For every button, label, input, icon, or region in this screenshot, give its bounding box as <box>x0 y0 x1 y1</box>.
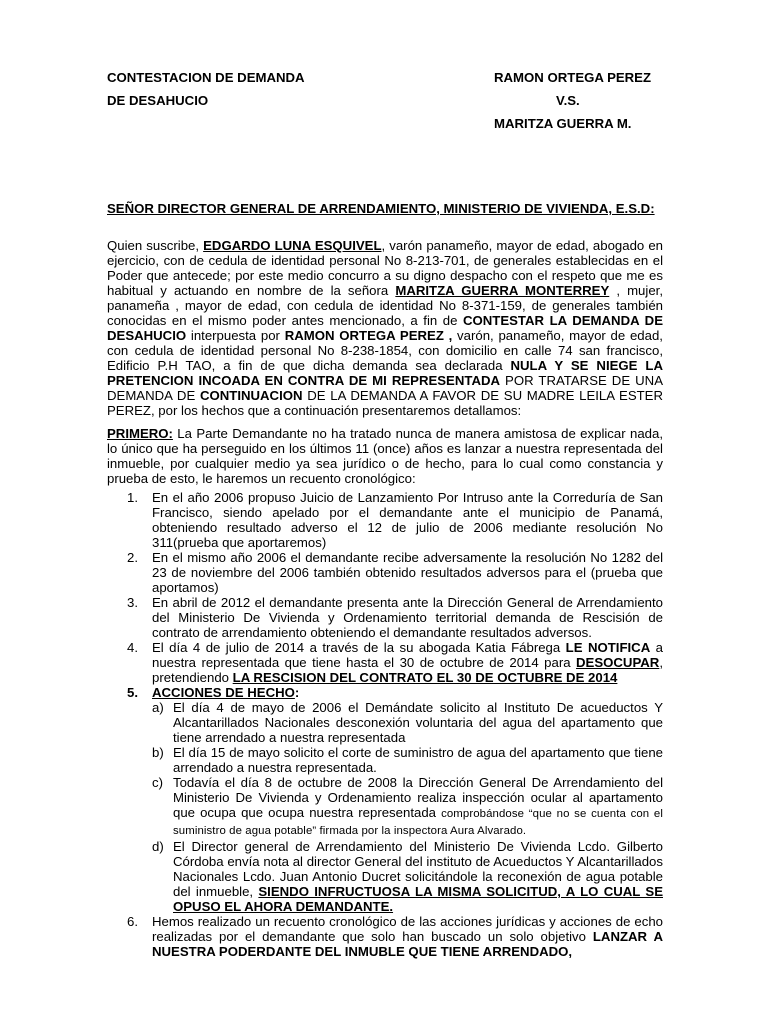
list-item-colon: : <box>294 685 300 700</box>
list-item-text: Hemos realizado un recuento cronológico de las acciones jurídicas y acciones de echo realizadas por el demandante que solo han buscado un solo objetivo <box>152 914 663 944</box>
list-number: 4. <box>127 640 138 655</box>
intro-text: , varón panameño, mayor de edad, abogado en ejercicio, con de cedula de identidad personal No 8-213-701, de generales establecidas en el Poder que antecede; por este medio concurro a su digno despacho con el respeto que me es habitual y actuando en nombre de la señora <box>107 238 664 298</box>
intro-text: Quien suscribe, <box>107 238 204 253</box>
list-number: 5. <box>127 685 138 700</box>
sub-list-letter: c) <box>152 775 163 790</box>
sub-list-item <box>107 839 663 914</box>
intro-text: POR TRATARSE DE UNA DEMANDA DE <box>107 373 663 403</box>
plaintiff-name: RAMON ORTEGA PEREZ , <box>284 328 453 343</box>
list-item <box>107 595 663 640</box>
header-defendant: MARITZA GUERRA M. <box>494 116 632 131</box>
sub-list-text: El día 4 de mayo de 2006 el Demándate solicito al Instituto De acueductos Y Alcantarillados Nacionales desconexión voluntaria del agua del apartamento que tiene arrendado a nuestra representada <box>173 700 663 745</box>
intro-bold: CONTESTAR LA DEMANDA DE DESAHUCIO <box>107 313 663 343</box>
list-item <box>107 550 663 595</box>
intro-bold: NULA Y SE NIEGE LA PRETENCION INCOADA EN CONTRA DE MI REPRESENTADA <box>107 358 663 388</box>
list-item-text: , pretendiendo <box>152 655 663 685</box>
primero-label: PRIMERO: <box>107 426 173 441</box>
primero-text: La Parte Demandante no ha tratado nunca de manera amistosa de explicar nada, lo único que ha perseguido en los últimos 11 (once) años es lanzar a nuestra representada del inmueble, por cualquier medio ya sea jurídico o de hecho, para lo cual como constancia y prueba de esto, le haremos un recuento cronológico: <box>107 426 663 486</box>
list-item-text: El día 4 de julio de 2014 a través de la su abogada Katia Fábrega <box>152 640 566 655</box>
intro-bold: CONTINUACION <box>199 388 303 403</box>
intro-text: DE LA DEMANDA A FAVOR DE SU MADRE LEILA ESTER PEREZ, por los hechos que a continuación presentaremos detallamos: <box>107 388 663 418</box>
list-item-text: En abril de 2012 el demandante presenta ante la Dirección General de Arrendamiento del Ministerio De Vivienda y Ordenamiento territorial demanda de Rescisión de contrato de arrendamiento obteniendo el demandante resultados adversos. <box>152 595 663 640</box>
list-item-heading: ACCIONES DE HECHO <box>152 685 295 700</box>
list-item-text: En el mismo año 2006 el demandante recibe adversamente la resolución No 1282 del 23 de noviembre del 2006 también obtenido resultados adversos para el (prueba que aportamos) <box>152 550 663 595</box>
list-item-bold: LA RESCISION DEL CONTRATO EL 30 DE OCTUBRE DE 2014 <box>232 670 618 685</box>
list-number: 3. <box>127 595 138 610</box>
list-item-bold: DESOCUPAR <box>576 655 660 670</box>
list-number: 1. <box>127 490 138 505</box>
header-case-type-line2: DE DESAHUCIO <box>107 93 209 108</box>
list-item-text: a nuestra representada que tiene hasta el 30 de octubre de 2014 para <box>152 640 664 670</box>
sub-list-item <box>107 775 663 839</box>
list-number: 2. <box>127 550 138 565</box>
sub-list-letter: b) <box>152 745 164 760</box>
sub-list-item <box>107 700 663 745</box>
list-item <box>107 685 663 700</box>
list-item-bold: LANZAR A NUESTRA PODERDANTE DEL INMUBLE QUE TIENE ARRENDADO, <box>152 929 663 959</box>
list-number: 6. <box>127 914 138 929</box>
client-name: MARITZA GUERRA MONTERREY <box>395 283 610 298</box>
document-title: SEÑOR DIRECTOR GENERAL DE ARRENDAMIENTO, MINISTERIO DE VIVIENDA, E.S.D: <box>107 201 655 216</box>
sub-list-text: El Director general de Arrendamiento del Ministerio De Vivienda Lcdo. Gilberto Córdoba envía nota al director General del instituto de Acueductos Y Alcantarillados Nacionales Lcdo. Juan Antonio Ducret solicitándole la reconexión de agua potable del inmueble, <box>173 839 663 899</box>
header-versus: V.S. <box>556 93 580 108</box>
sub-list-text: El día 15 de mayo solicito el corte de suministro de agua del apartamento que tiene arrendado a nuestra representada. <box>173 745 663 775</box>
sub-list-bold: SIENDO INFRUCTUOSA LA MISMA SOLICITUD, A LO CUAL SE OPUSO EL AHORA DEMANDANTE. <box>173 884 663 914</box>
list-item <box>107 640 663 685</box>
header-case-type-line1: CONTESTACION DE DEMANDA <box>107 70 305 85</box>
lawyer-name: EDGARDO LUNA ESQUIVEL <box>203 238 382 253</box>
sub-list-quote: comprobándose “que no se cuenta con el suministro de agua potable” firmada por la inspectora Aura Alvarado. <box>173 808 663 837</box>
sub-list-text: Todavía el día 8 de octubre de 2008 la Dirección General De Arrendamiento del Ministerio De Vivienda y Ordenamiento realiza inspección ocular al apartamento que ocupa que ocupa nuestra representada <box>173 775 663 820</box>
sub-list-letter: a) <box>152 700 164 715</box>
sub-list-letter: d) <box>152 839 164 854</box>
chronology-list <box>107 490 663 959</box>
intro-text: , mujer, panameña , mayor de edad, con cedula de identidad No 8-371-159, de generales también conocidas en el mismo poder antes mencionado, a fin de <box>107 283 663 328</box>
intro-text: varón, panameño, mayor de edad, con cedula de identidad personal No 8-238-1854, con domicilio en calle 74 san francisco, Edificio P.H TAO, a fin de que dicha demanda sea declarada <box>107 328 663 373</box>
primero-paragraph <box>107 426 663 486</box>
list-item-text: En el año 2006 propuso Juicio de Lanzamiento Por Intruso ante la Correduría de San Francisco, siendo apelado por el demandante ante el municipio de Panamá, obteniendo resultado adverso el 12 de julio de 2006 mediante resolución No 311(prueba que aportaremos) <box>152 490 663 550</box>
header-plaintiff: RAMON ORTEGA PEREZ <box>494 70 652 85</box>
list-item <box>107 490 663 550</box>
list-item <box>107 914 663 959</box>
sub-list-item <box>107 745 663 775</box>
list-item-bold: LE NOTIFICA <box>565 640 651 655</box>
intro-paragraph <box>107 238 663 418</box>
intro-text: interpuesta por <box>186 328 285 343</box>
